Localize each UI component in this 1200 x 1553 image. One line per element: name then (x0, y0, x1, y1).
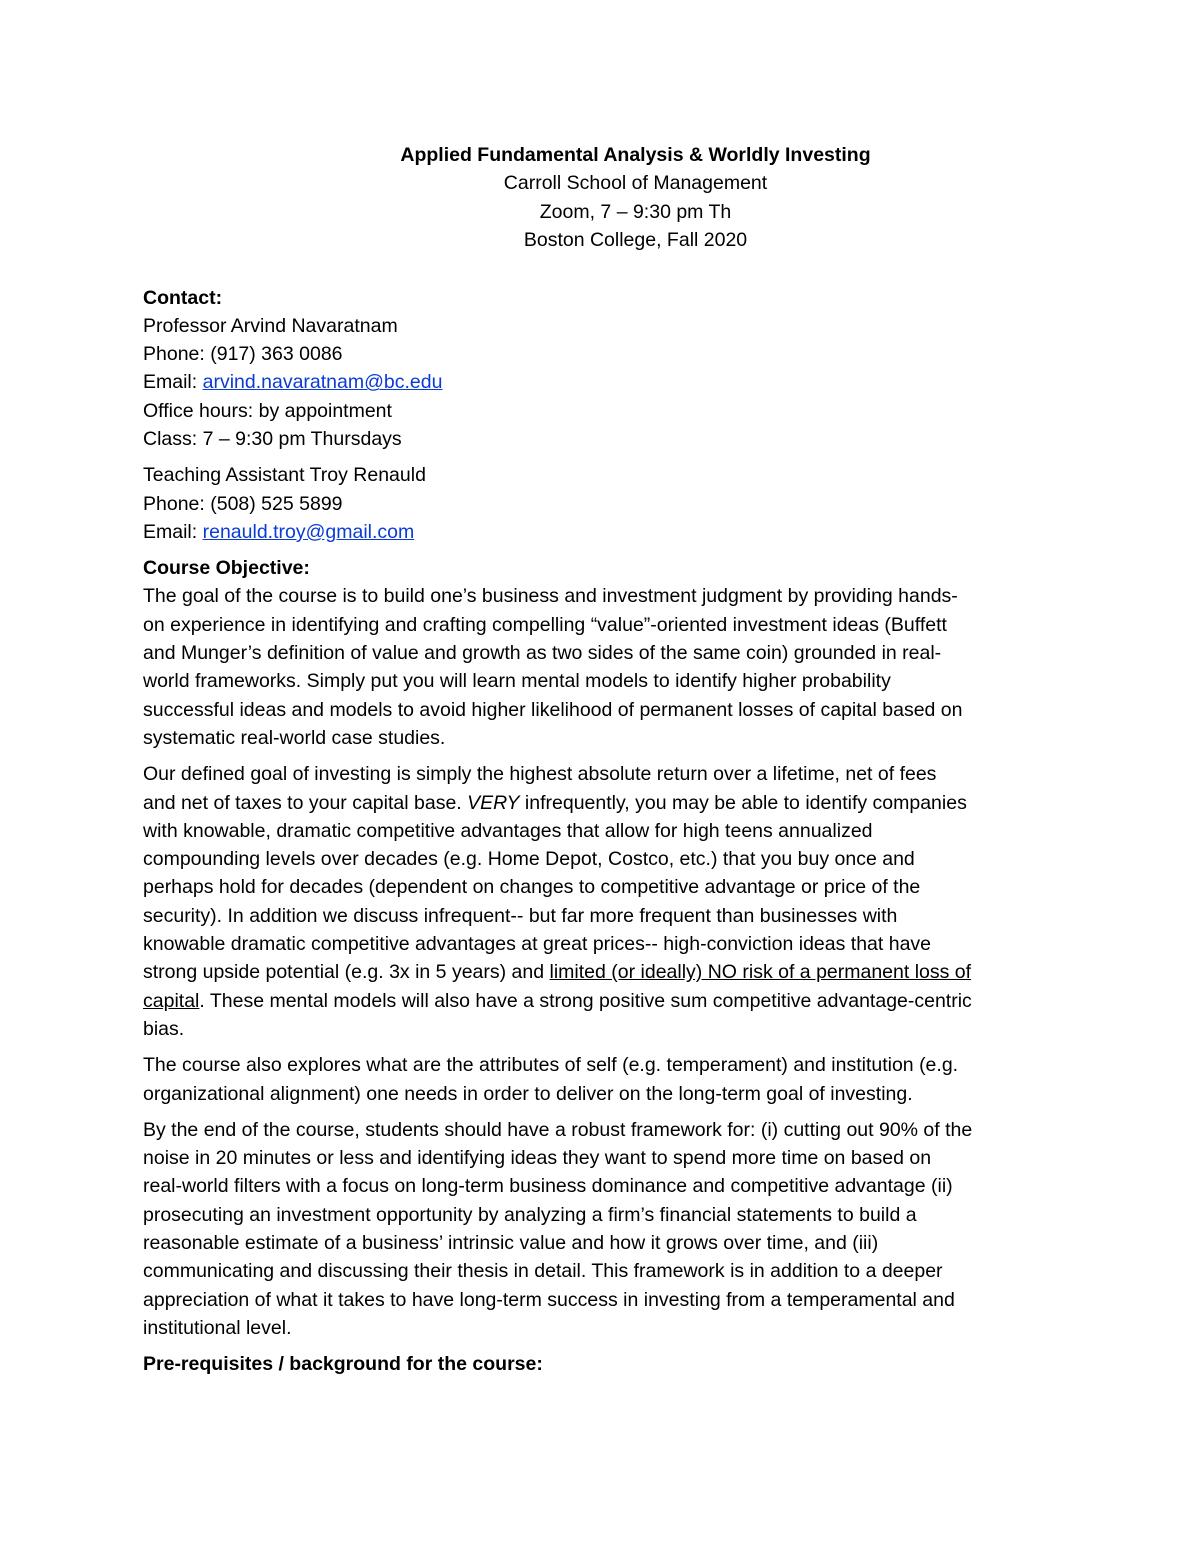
text-line: reasonable estimate of a business’ intrinsic value and how it grows over time, and (iii) (143, 1232, 879, 1254)
text-line: and Munger’s definition of value and growth as two sides of the same coin) grounded in real- (143, 642, 942, 665)
email-label: Email: (143, 371, 203, 394)
text-line: perhaps hold for decades (dependent on changes to competitive advantage or price of the (143, 876, 921, 899)
objective-heading: Course Objective: (143, 557, 310, 580)
professor-phone (143, 340, 1063, 368)
syllabus-header (143, 141, 1128, 255)
phone-label: Phone: (143, 492, 211, 515)
text-line: successful ideas and models to avoid higher likelihood of permanent losses of capital based on (143, 698, 963, 721)
phone-label: Phone: (143, 343, 211, 366)
professor-email-link[interactable]: arvind.navaratnam@bc.edu (202, 371, 443, 394)
text-line: The goal of the course is to build one’s business and investment judgment by providing hands- (143, 585, 958, 608)
professor-name: Professor Arvind Navaratnam (143, 314, 398, 337)
ta-phone (143, 490, 1063, 518)
objective-paragraph-2 (143, 760, 1063, 1043)
ta-email (143, 518, 1063, 546)
contact-section (143, 284, 1063, 547)
text-run: and net of taxes to your capital base. (143, 791, 468, 814)
underlined-text: limited (or ideally) NO risk of a permanent loss of (549, 961, 972, 984)
text-run: . These mental models will also have a strong positive sum competitive advantage-centric (199, 989, 972, 1012)
text-line: Our defined goal of investing is simply the highest absolute return over a lifetime, net of fees (143, 763, 937, 786)
text-line: By the end of the course, students should have a robust framework for: (i) cutting out 90% of the (143, 1118, 973, 1141)
office-hours: Office hours: by appointment (143, 399, 392, 422)
text-line (143, 987, 1063, 1015)
objective-section (143, 554, 1063, 1342)
class-time: Class: 7 – 9:30 pm Thursdays (143, 427, 402, 450)
underlined-text: capital (143, 989, 200, 1012)
text-line: bias. (143, 1017, 185, 1040)
objective-paragraph-4 (143, 1116, 1063, 1342)
text-line: knowable dramatic competitive advantages at great prices-- high-conviction ideas that have (143, 933, 932, 956)
professor-phone-number: (917) 363 0086 (210, 343, 343, 366)
emphasis-text: VERY (467, 791, 520, 814)
text-line: The course also explores what are the attributes of self (e.g. temperament) and institution (e.g. (143, 1054, 959, 1077)
syllabus-page (143, 141, 1063, 1378)
text-line: security). In addition we discuss infrequent-- but far more frequent than businesses with (143, 904, 898, 927)
text-line: institutional level. (143, 1316, 292, 1339)
prereq-section (143, 1350, 1063, 1378)
text-line: prosecuting an investment opportunity by analyzing a firm’s financial statements to build a (143, 1203, 917, 1226)
text-line: appreciation of what it takes to have long-term success in investing from a temperamental and (143, 1288, 955, 1311)
text-line (143, 958, 1063, 986)
objective-paragraph-1 (143, 582, 1063, 752)
term-info: Boston College, Fall 2020 (523, 229, 748, 251)
professor-email (143, 368, 1063, 396)
objective-paragraph-3 (143, 1051, 1063, 1108)
course-title: Applied Fundamental Analysis & Worldly Investing (400, 144, 871, 166)
text-line: noise in 20 minutes or less and identifying ideas they want to spend more time on based on (143, 1147, 932, 1170)
contact-heading: Contact: (143, 286, 223, 309)
text-run: infrequently, you may be able to identify companies (519, 791, 967, 814)
text-line: compounding levels over decades (e.g. Home Depot, Costco, etc.) that you buy once and (143, 848, 915, 871)
text-run: strong upside potential (e.g. 3x in 5 years) and (143, 961, 550, 984)
text-line: communicating and discussing their thesis in detail. This framework is in addition to a deeper (143, 1260, 943, 1283)
text-line (143, 789, 1063, 817)
meeting-info: Zoom, 7 – 9:30 pm Th (539, 200, 732, 223)
text-line: organizational alignment) one needs in order to deliver on the long-term goal of investing. (143, 1082, 913, 1105)
text-line: world frameworks. Simply put you will learn mental models to identify higher probability (143, 670, 891, 693)
text-line: real-world filters with a focus on long-term business dominance and competitive advantage (ii) (143, 1175, 953, 1198)
prereq-heading: Pre-requisites / background for the course: (143, 1353, 543, 1376)
text-line: systematic real-world case studies. (143, 726, 446, 749)
school-name: Carroll School of Management (503, 172, 768, 194)
ta-phone-number: (508) 525 5899 (210, 492, 343, 515)
text-line: on experience in identifying and crafting compelling “value”-oriented investment ideas (Buffett (143, 613, 947, 636)
email-label: Email: (143, 520, 203, 543)
ta-name: Teaching Assistant Troy Renauld (143, 464, 426, 487)
ta-email-link[interactable]: renauld.troy@gmail.com (202, 520, 415, 543)
text-line: with knowable, dramatic competitive advantages that allow for high teens annualized (143, 819, 873, 842)
